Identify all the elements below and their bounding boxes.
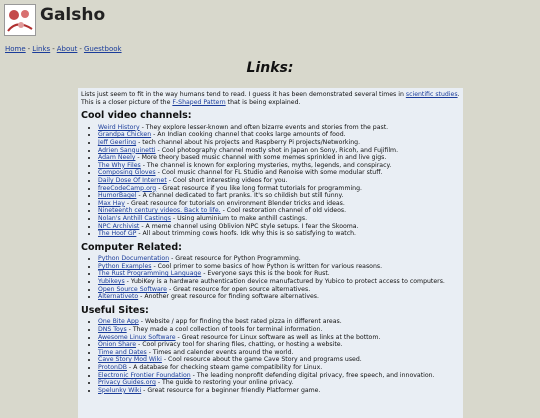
list-item: • Max Hay - Great resource for tutorials on environment Blender tricks and ideas. bbox=[98, 200, 460, 208]
link[interactable]: Nolan's Anthill Castings bbox=[98, 214, 171, 222]
list-item: • Yubikeys - YubiKey is a hardware authentication device manufactured by Yubico to protect access to computers. bbox=[98, 278, 460, 286]
list-item: • Open Source Software - Great resource for open source alternatives. bbox=[98, 286, 460, 294]
list-item: • DNS Toys - They made a cool collection of tools for terminal information. bbox=[98, 326, 460, 334]
link[interactable]: Max Hay bbox=[98, 199, 125, 207]
nav-guestbook-link[interactable]: Guestbook bbox=[83, 45, 122, 53]
list-item: • Privacy Guides.org - The guide to restoring your online privacy. bbox=[98, 379, 460, 387]
list-item: • freeCodeCamp.org - Great resource if you like long format tutorials for programming. bbox=[98, 185, 460, 193]
link[interactable]: The Why Files bbox=[98, 161, 141, 169]
link[interactable]: ProtonDB bbox=[98, 364, 127, 371]
nav-about-link[interactable]: About bbox=[56, 45, 78, 53]
site-logo[interactable] bbox=[4, 4, 36, 36]
site-title[interactable]: Galsho bbox=[40, 5, 106, 25]
page-title: Links: bbox=[246, 60, 294, 76]
list-item: • Jeff Geerling - tech channel about his projects and Raspberry Pi projects/Networking. bbox=[98, 139, 460, 147]
link[interactable]: freeCodeCamp.org bbox=[98, 184, 157, 192]
link[interactable]: Adrien Sanguinetti bbox=[98, 146, 156, 154]
link[interactable]: DNS Toys bbox=[98, 326, 127, 334]
link[interactable]: HumorBagel bbox=[98, 192, 137, 200]
list-item: • Onion Share - Cool privacy tool for sharing files, chatting, or hosting a website. bbox=[98, 341, 460, 349]
list-item: • Daily Dose Of Internet - Cool short interesting videos for you. bbox=[98, 177, 460, 185]
link[interactable]: One Bite App bbox=[98, 318, 139, 326]
f-shaped-pattern-link[interactable]: F-Shaped Pattern bbox=[172, 98, 226, 106]
section-title-useful-sites: Useful Sites: bbox=[81, 304, 149, 316]
link[interactable]: Adam Neely bbox=[98, 154, 136, 162]
nav-home-link[interactable]: Home bbox=[5, 45, 26, 53]
link[interactable]: NPC Archivist bbox=[98, 222, 140, 230]
list-item: • HumorBagel - A channel dedicated to fart pranks. It's so childish but still funny. bbox=[98, 192, 460, 200]
list-item: • Time and Dates - Times and calender events around the world. bbox=[98, 349, 460, 357]
list-item: • Grandpa Chicken - An Indian cooking channel that cooks large amounts of food. bbox=[98, 131, 460, 139]
computer-related-list bbox=[81, 255, 460, 301]
link[interactable]: Weird History bbox=[98, 123, 140, 131]
link[interactable]: Cave Story Mod Wiki bbox=[98, 356, 162, 364]
link[interactable]: Spelunky Wiki bbox=[98, 386, 142, 394]
link[interactable]: Time and Dates bbox=[98, 348, 147, 356]
links-content bbox=[78, 88, 463, 418]
nav-links-link[interactable]: Links bbox=[32, 45, 51, 53]
list-item: • Alternativeto - Another great resource for finding software alternatives. bbox=[98, 293, 460, 301]
link[interactable]: Awesome Linux Software bbox=[98, 333, 176, 341]
list-item: • Adrien Sanguinetti - Cool photography channel mostly shot in Japan on Sony, Ricoh, and Fujifilm. bbox=[98, 147, 460, 155]
list-item: • ProtonDB - A database for checking steam game compatibility for Linux. bbox=[98, 364, 460, 372]
useful-sites-list bbox=[81, 318, 460, 394]
list-item: • Electronic Frontier Foundation - The leading nonprofit defending digital privacy, free speech, and innovation. bbox=[98, 372, 460, 380]
list-item: • Nolan's Anthill Castings - Using aluminium to make anthill castings. bbox=[98, 215, 460, 223]
link[interactable]: Privacy Guides.org bbox=[98, 379, 156, 387]
section-title-computer-related: Computer Related: bbox=[81, 241, 182, 253]
list-item: • Cave Story Mod Wiki - Cool resource about the game Cave Story and programs used. bbox=[98, 356, 460, 364]
list-item: • Composing Gloves - Cool music channel for FL Studio and Renoise with some modular stuff. bbox=[98, 169, 460, 177]
link[interactable]: Electronic Frontier Foundation bbox=[98, 371, 191, 379]
link[interactable]: Onion Share bbox=[98, 341, 137, 349]
link[interactable]: The Hoof GP bbox=[98, 230, 137, 238]
link[interactable]: Composing Gloves bbox=[98, 169, 156, 177]
list-item: • Nineteenth century videos. Back to life. - Cool restoration channel of old videos. bbox=[98, 207, 460, 215]
list-item: • NPC Archivist - A meme channel using Oblivion NPC style setups. I fear the Skooma. bbox=[98, 223, 460, 231]
list-item: • Python Examples - Cool primer to some basics of how Python is written for various reasons. bbox=[98, 263, 460, 271]
link[interactable]: The Rust Programming Language bbox=[98, 270, 202, 278]
link[interactable]: Open Source Software bbox=[98, 285, 167, 293]
list-item: • Weird History - They explore lesser-known and often bizarre events and stories from the past. bbox=[98, 124, 460, 132]
list-item: • The Why Files - The channel is known for exploring mysteries, myths, legends, and conspiracy. bbox=[98, 162, 460, 170]
section-title-video-channels: Cool video channels: bbox=[81, 110, 192, 122]
list-item: • Awesome Linux Software - Great resource for Linux software as well as links at the bottom. bbox=[98, 334, 460, 342]
link[interactable]: Nineteenth century videos. Back to life. bbox=[98, 207, 221, 215]
list-item: • One Bite App - Website / app for finding the best rated pizza in different areas. bbox=[98, 318, 460, 326]
link[interactable]: Alternativeto bbox=[98, 293, 139, 301]
link[interactable]: Jeff Geerling bbox=[98, 138, 137, 146]
list-item: • Adam Neely - More theory based music channel with some memes sprinkled in and live gigs. bbox=[98, 154, 460, 162]
link[interactable]: Python Examples bbox=[98, 262, 152, 270]
top-nav: Home - Links - About - Guestbook bbox=[5, 45, 122, 53]
link[interactable]: Yubikeys bbox=[98, 278, 125, 286]
link[interactable]: Python Documentation bbox=[98, 255, 170, 263]
scientific-studies-link[interactable]: scientific studies bbox=[405, 91, 458, 98]
list-item: • Python Documentation - Great resource for Python Programming. bbox=[98, 255, 460, 263]
link[interactable]: Daily Dose Of Internet bbox=[98, 176, 167, 184]
site-header bbox=[0, 0, 540, 40]
list-item: • The Rust Programming Language - Everyone says this is the book for Rust. bbox=[98, 270, 460, 278]
list-item: • The Hoof GP - All about trimming cows hoofs. Idk why this is so satisfying to watch. bbox=[98, 230, 460, 238]
list-item: • Spelunky Wiki - Great resource for a beginner friendly Platformer game. bbox=[98, 387, 460, 395]
intro-paragraph: Lists just seem to fit in the way humans tend to read. I guess it has been demonstrated several times in scientific studies. This is a closer picture of the F-Shaped Pattern that is being explained. bbox=[81, 91, 460, 106]
video-channels-list bbox=[81, 124, 460, 238]
link[interactable]: Grandpa Chicken bbox=[98, 131, 152, 139]
